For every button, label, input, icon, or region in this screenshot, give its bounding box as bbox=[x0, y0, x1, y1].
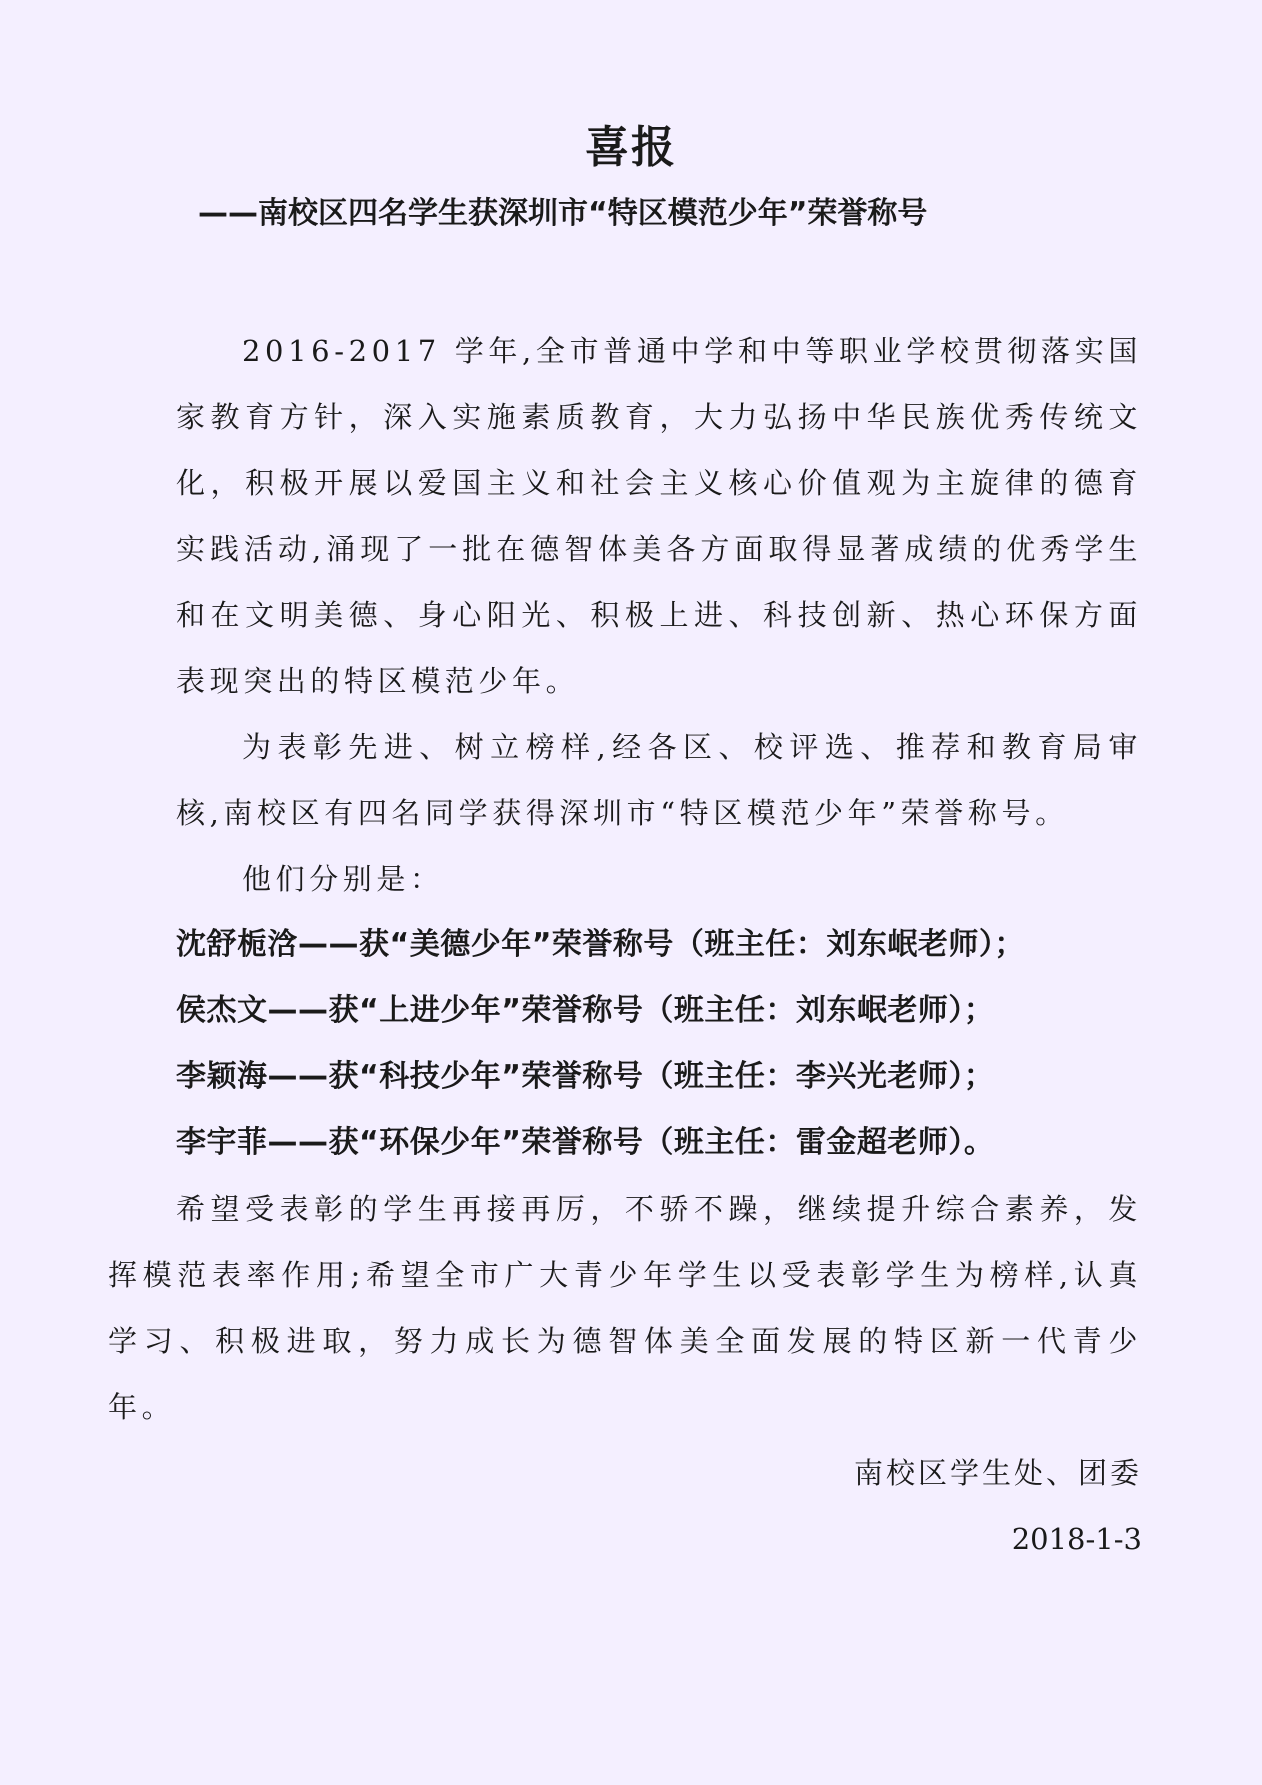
honors-list bbox=[176, 912, 1166, 1176]
list-intro-paragraph: 他们分别是： bbox=[242, 862, 444, 896]
signature-block bbox=[854, 1440, 1142, 1572]
commendation-paragraph: 为表彰先进、树立榜样,经各区、校评选、推荐和教育局审核,南校区有四名同学获得深圳市“特区模范少年”荣誉称号。 bbox=[176, 730, 1142, 830]
intro-paragraph: 2016-2017 学年,全市普通中学和中等职业学校贯彻落实国家教育方针，深入实施素质教育，大力弘扬中华民族优秀传统文化，积极开展以爱国主义和社会主义核心价值观为主旋律的德育实践活动,涌现了一批在德智体美各方面取得显著成绩的优秀学生和在文明美德、身心阳光、积极上进、科技创新、热心环保方面表现突出的特区模范少年。 bbox=[176, 334, 1142, 698]
page-subtitle: ——南校区四名学生获深圳市“特区模范少年”荣誉称号 bbox=[198, 196, 928, 231]
honor-item: 沈舒栀浛——获“美德少年”荣誉称号（班主任：刘东岷老师）； bbox=[176, 927, 1025, 962]
closing-paragraph: 希望受表彰的学生再接再厉，不骄不躁，继续提升综合素养，发挥模范表率作用;希望全市广大青少年学生以受表彰学生为榜样,认真学习、积极进取，努力成长为德智体美全面发展的特区新一代青少年。 bbox=[108, 1192, 1142, 1424]
page-title: 喜报 bbox=[585, 122, 677, 173]
signature-issuer: 南校区学生处、团委 bbox=[853, 1456, 1142, 1490]
honor-item: 李宇菲——获“环保少年”荣誉称号（班主任：雷金超老师）。 bbox=[176, 1125, 995, 1160]
honor-item: 李颖海——获“科技少年”荣誉称号（班主任：李兴光老师）； bbox=[176, 1059, 995, 1094]
honor-item: 侯杰文——获“上进少年”荣誉称号（班主任：刘东岷老师）； bbox=[176, 993, 995, 1028]
signature-date: 2018-1-3 bbox=[1011, 1522, 1142, 1556]
